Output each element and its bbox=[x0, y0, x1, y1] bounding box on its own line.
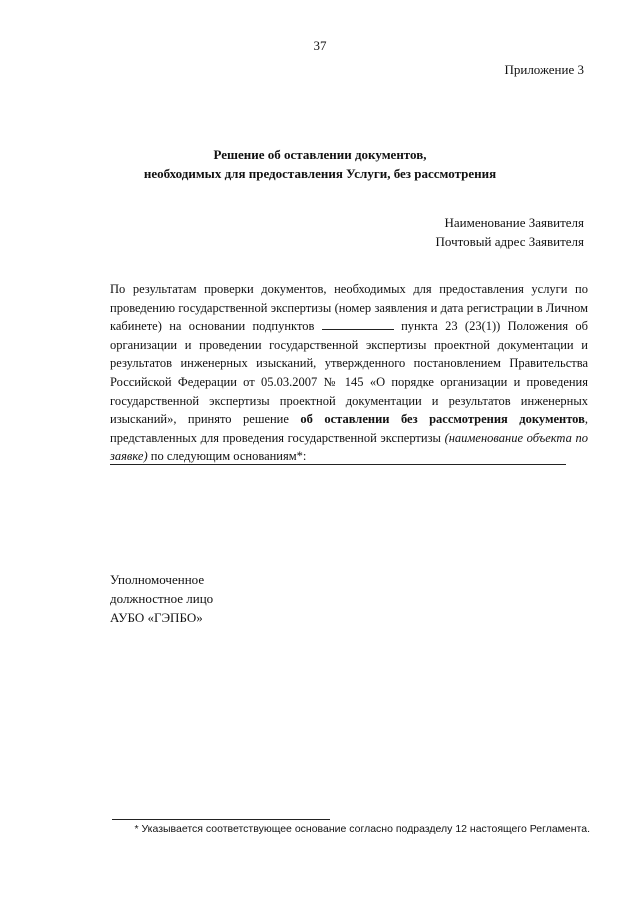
signer-line-1: Уполномоченное bbox=[110, 572, 205, 587]
footnote: * Указывается соответствующее основание согласно подразделу 12 настоящего Регламента. bbox=[134, 823, 590, 835]
object-name-italic: (наименование объекта по заявке) bbox=[110, 430, 589, 464]
signer-block bbox=[110, 570, 213, 627]
footnote-divider bbox=[112, 819, 330, 820]
body-part-2: пункта 23 (23(1)) Положения об организации и проведении государственной экспертизы проектной документации и результатов инженерных изысканий, утвержденного постановлением Правительства Российской Федерации от 05.03.2007 № 145 «О порядке организации и проведения государственной экспертизы проектной документации и результатов инженерных изысканий», принято решение bbox=[110, 319, 589, 427]
signer-line-3: АУБО «ГЭПБО» bbox=[110, 610, 203, 625]
appendix-label: Приложение 3 bbox=[504, 62, 584, 77]
addressee-block bbox=[436, 213, 584, 251]
body-part-3: , представленных для проведения государственной экспертизы bbox=[110, 412, 588, 445]
applicant-name: Наименование Заявителя bbox=[444, 215, 584, 230]
page-number: 37 bbox=[313, 38, 327, 53]
grounds-line bbox=[110, 464, 566, 465]
title-line-1: Решение об оставлении документов, bbox=[213, 147, 427, 162]
title-line-2: необходимых для предоставления Услуги, без рассмотрения bbox=[143, 166, 497, 181]
decision-paragraph bbox=[110, 280, 588, 466]
body-part-4: по следующим основаниям*: bbox=[150, 449, 307, 464]
applicant-address: Почтовый адрес Заявителя bbox=[435, 234, 584, 249]
decision-bold-text: об оставлении без рассмотрения документов bbox=[300, 412, 585, 427]
subpoints-blank-field bbox=[322, 318, 394, 330]
document-title bbox=[0, 145, 640, 183]
body-part-1: По результатам проверки документов, необходимых для предоставления услуги по проведению государственной экспертизы (номер заявления и дата регистрации в Личном кабинете) на основании подпунктов bbox=[110, 282, 588, 334]
signer-line-2: должностное лицо bbox=[110, 591, 214, 606]
